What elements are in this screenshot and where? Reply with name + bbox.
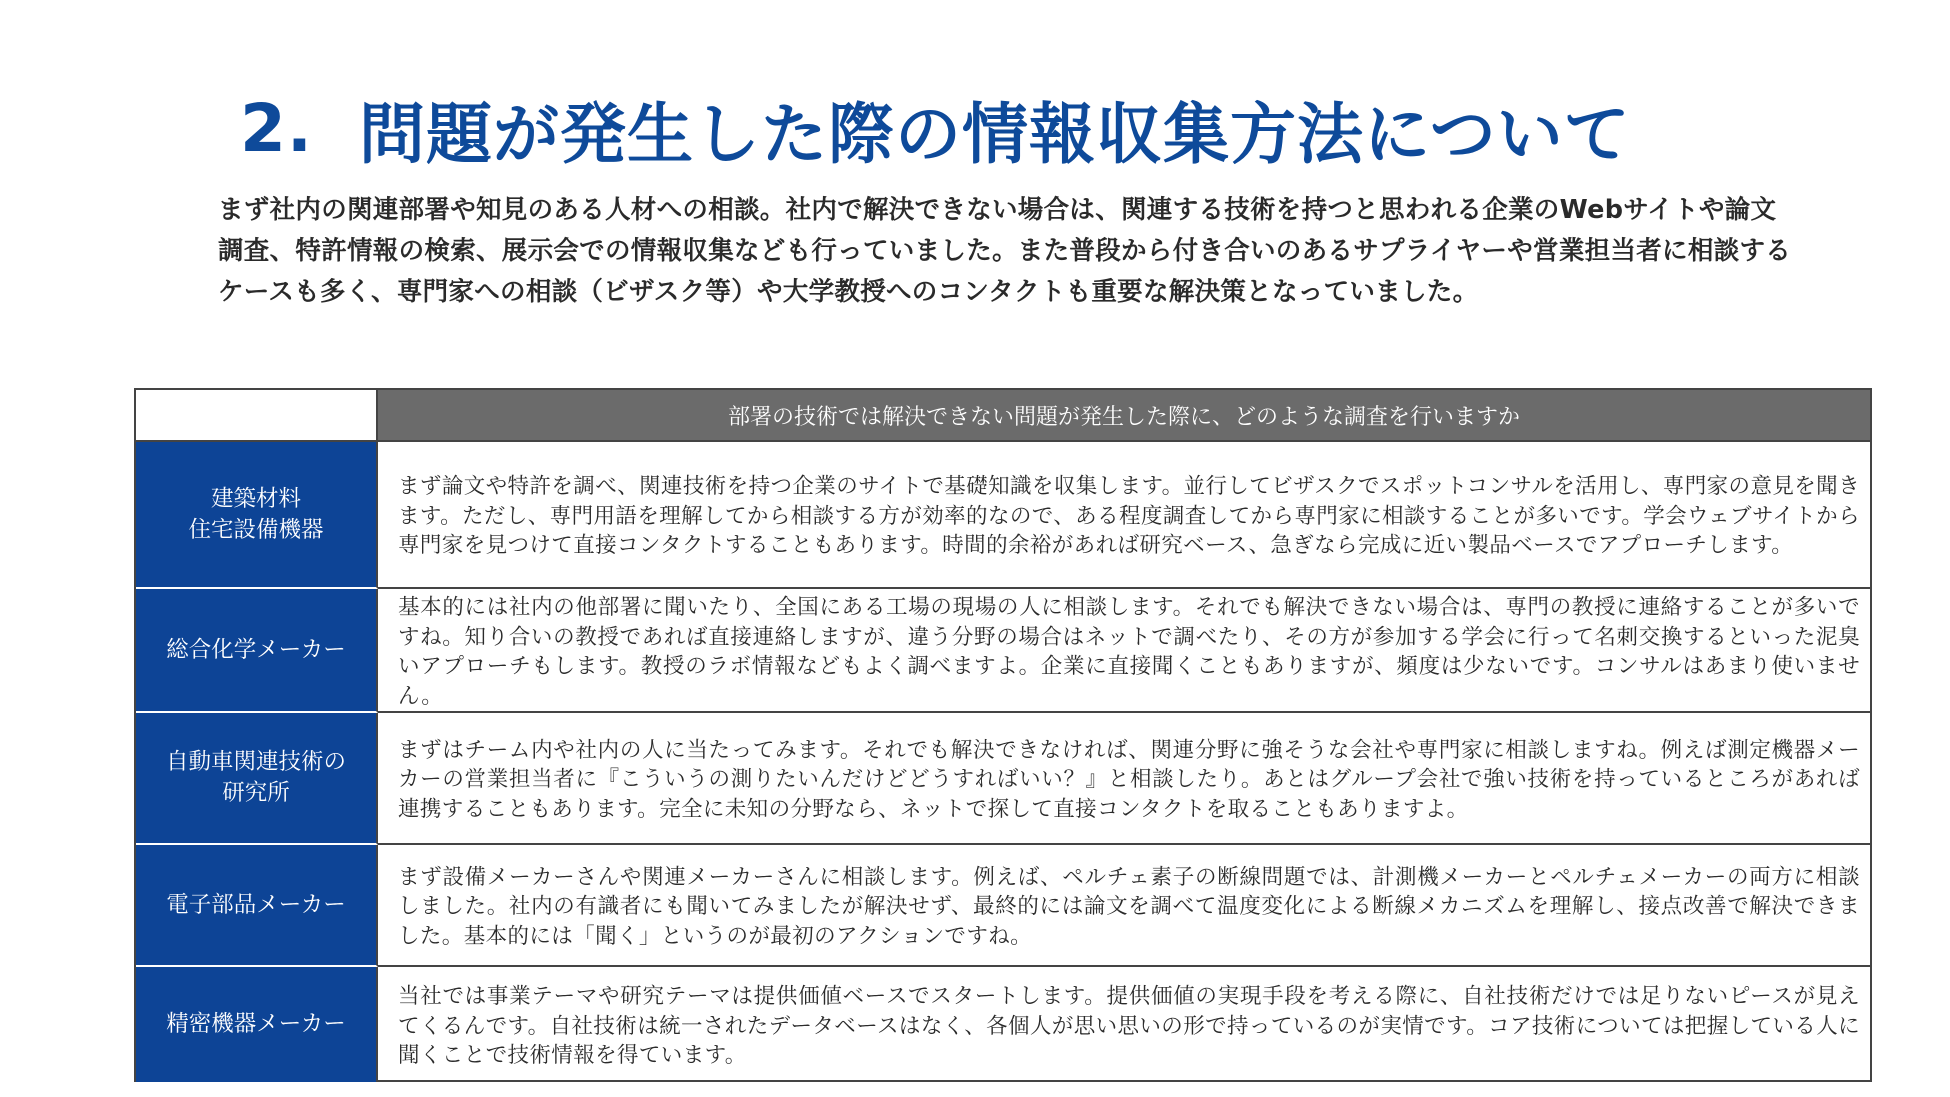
table-corner-cell <box>136 390 378 442</box>
title-number: 2. <box>240 89 313 167</box>
row-answer-automotive-lab: まずはチーム内や社内の人に当たってみます。それでも解決できなければ、関連分野に強そうな会社や専門家に相談しますね。例えば測定機器メーカーの営業担当者に『こういうの測りたいんだけどどうすればいい？』と相談したり。あとはグループ会社で強い技術を持っているところがあれば連携することもあります。完全に未知の分野なら、ネットで探して直接コンタクトを取ることもありますよ。 <box>378 713 1870 845</box>
row-label-precision-equipment: 精密機器メーカー <box>136 967 378 1082</box>
row-answer-precision-equipment: 当社では事業テーマや研究テーマは提供価値ベースでスタートします。提供価値の実現手段を考える際に、自社技術だけでは足りないピースが見えてくるんです。自社技術は統一されたデータベースはなく、各個人が思い思いの形で持っているのが実情です。コア技術については把握している人に聞くことで技術情報を得ています。 <box>398 984 1860 1069</box>
intro-paragraph: まず社内の関連部署や知見のある人材への相談。社内で解決できない場合は、関連する技術を持つと思われる企業のWebサイトや論文調査、特許情報の検索、展示会での情報収集なども行っていました。また普段から付き合いのあるサプライヤーや営業担当者に相談するケースも多く、専門家への相談（ビザスク等）や大学教授へのコンタクトも重要な解決策となっていました。 <box>218 195 1792 307</box>
row-label-electronic-parts: 電子部品メーカー <box>136 845 378 967</box>
question-header: 部署の技術では解決できない問題が発生した際に、どのような調査を行いますか <box>378 390 1870 442</box>
page-title <box>240 82 1840 174</box>
row-answer-electronic-parts: まず設備メーカーさんや関連メーカーさんに相談します。例えば、ペルチェ素子の断線問題では、計測機メーカーとペルチェメーカーの両方に相談しました。社内の有識者にも聞いてみましたが解決せず、最終的には論文を調べて温度変化による断線メカニズムを理解し、接点改善で解決できました。基本的には「聞く」というのが最初のアクションですね。 <box>378 845 1870 967</box>
row-label-building-materials: 建築材料 住宅設備機器 <box>136 442 378 589</box>
interview-table <box>134 388 1872 1082</box>
row-answer-chemical-maker: 基本的には社内の他部署に聞いたり、全国にある工場の現場の人に相談します。それでも解決できない場合は、専門の教授に連絡することが多いですね。知り合いの教授であれば直接連絡しますが、違う分野の場合はネットで調べたり、その方が参加する学会に行って名刺交換するといった泥臭いアプローチもします。教授のラボ情報などもよく調べますよ。企業に直接聞くこともありますが、頻度は少ないです。コンサルはあまり使いません。 <box>378 589 1870 713</box>
title-text: 問題が発生した際の情報収集方法について <box>359 95 1631 173</box>
row-answer-building-materials: まず論文や特許を調べ、関連技術を持つ企業のサイトで基礎知識を収集します。並行してビザスクでスポットコンサルを活用し、専門家の意見を聞きます。ただし、専門用語を理解してから相談する方が効率的なので、ある程度調査してから専門家に相談することが多いです。学会ウェブサイトから専門家を見つけて直接コンタクトすることもあります。時間的余裕があれば研究ベース、急ぎなら完成に近い製品ベースでアプローチします。 <box>378 442 1870 589</box>
row-label-chemical-maker: 総合化学メーカー <box>136 589 378 713</box>
row-label-automotive-lab: 自動車関連技術の 研究所 <box>136 713 378 845</box>
